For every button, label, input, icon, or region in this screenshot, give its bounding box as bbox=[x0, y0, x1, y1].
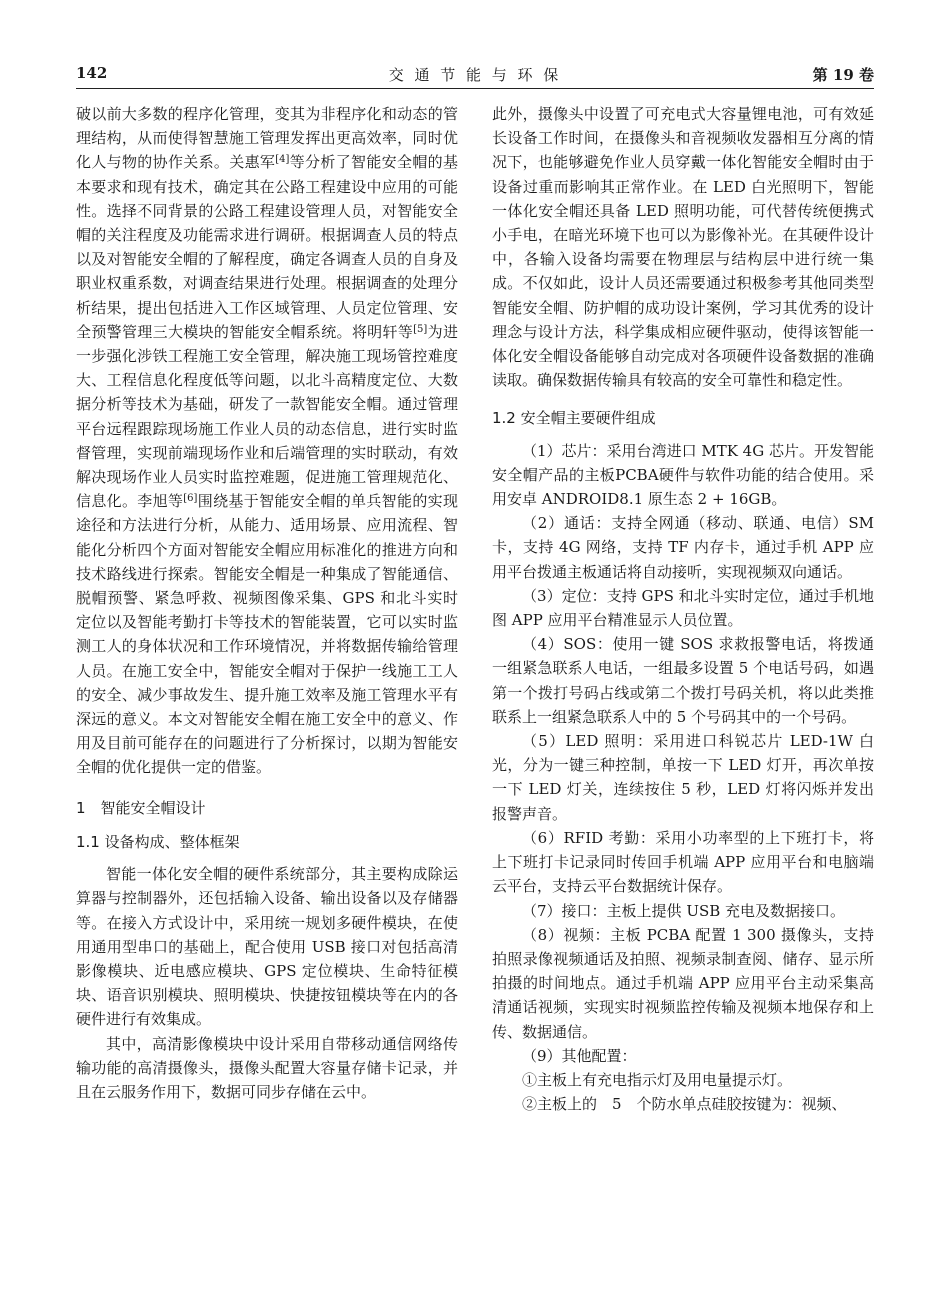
list-subitem-1: ①主板上有充电指示灯及用电量提示灯。 bbox=[522, 1070, 793, 1089]
intro-paragraph bbox=[76, 102, 458, 780]
list-item-led: （5）LED 照明：采用进口科锐芯片 LED-1W 白光，分为一键三种控制，单按一下 LED 灯开，再次单按一下 LED 灯关，连续按住 5 秒，LED 灯将闪烁并发出报警声音。 bbox=[492, 732, 874, 823]
intro-text-d: 围绕基于智能安全帽的单兵智能的实现途径和方法进行分析，从能力、适用场景、应用流程、智能化分析四个方面对智能安全帽应用标准化的推进方向和技术路线进行探索。智能安全帽是一种集成了智能通信、脱帽预警、紧急呼救、视频图像采集、GPS 和北斗实时定位以及智能考勤打卡等技术的智能装置，它可以实时监测工人的身体状况和工作环境情况，并将数据传输给管理人员。在施工安全中，智能安全帽对于保护一线施工工人的安全、减少事故发生、提升施工效率及施工管理水平有深远的意义。本文对智能安全帽在施工安全中的意义、作用及目前可能存在的问题进行了分析探讨，以期为智能安全帽的优化提供一定的借鉴。 bbox=[76, 492, 458, 777]
citation-5: [5] bbox=[413, 323, 428, 335]
list-item-interface: （7）接口：主板上提供 USB 充电及数据接口。 bbox=[522, 901, 846, 920]
list-item-sos: （4）SOS：使用一键 SOS 求救报警电话，将拨通一组紧急联系人电话，一组最多设置 5 个电话号码，如遇第一个拨打号码占线或第二个拨打号码关机，将以此类推联系上一组紧急联系人中的 5 个号码其中的一个号码。 bbox=[492, 635, 874, 726]
intro-text-c: 为进一步强化涉铁工程施工安全管理，解决施工现场管控难度大、工程信息化程度低等问题，以北斗高精度定位、大数据分析等技术为基础，研发了一款智能安全帽。通过管理平台远程跟踪现场施工作业人员的动态信息，进行实时监督管理，实现前端现场作业和后端管理的实时联动，有效解决现场作业人员实时监控难题，促进施工管理规范化、信息化。李旭等 bbox=[76, 322, 458, 511]
continuation-paragraph: 此外，摄像头中设置了可充电式大容量锂电池，可有效延长设备工作时间，在摄像头和音视频收发器相互分离的情况下，也能够避免作业人员穿戴一体化智能安全帽时由于设备过重而影响其正常作业。在 LED 白光照明下，智能一体化安全帽还具备 LED 照明功能，可代替传统便携式小手电，在暗光环境下也可以为影像补光。在其硬件设计中，各输入设备均需要在物理层与结构层中进行统一集成。不仅如此，设计人员还需要通过积极参考其他同类型智能安全帽、防护帽的成功设计案例，学习其优秀的设计理念与设计方法，科学集成相应硬件驱动，使得该智能一体化安全帽设备能够自动完成对各项硬件设备数据的准确读取。确保数据传输具有较高的安全可靠性和稳定性。 bbox=[492, 105, 874, 390]
intro-text-b: 等分析了智能安全帽的基本要求和现有技术，确定其在公路工程建设中应用的可能性。选择不同背景的公路工程建设管理人员，对智能安全帽的关注程度及功能需求进行调研。根据调查人员的特点以及对智能安全帽的了解程度，确定各调查人员的自身及职业权重系数，对调查结果进行处理。根据调查的处理分析结果，提出包括进入工作区域管理、人员定位管理、安全预警管理三大模块的智能安全帽系统。将明轩等 bbox=[76, 153, 458, 341]
list-item-other: （9）其他配置： bbox=[522, 1046, 637, 1065]
intro-text-a: 破以前大多数的程序化管理，变其为非程序化和动态的管理结构，从而使得智慧施工管理发挥出更高效率，同时优化人与物的协作关系。关惠军 bbox=[76, 105, 458, 172]
section-heading-1-2: 1.2 安全帽主要硬件组成 bbox=[492, 409, 656, 428]
list-item-positioning: （3）定位：支持 GPS 和北斗实时定位，通过手机地图 APP 应用平台精准显示人员位置。 bbox=[492, 586, 874, 630]
running-header bbox=[76, 64, 874, 86]
header-rule bbox=[76, 88, 874, 89]
camera-paragraph: 其中，高清影像模块中设计采用自带移动通信网络传输功能的高清摄像头，摄像头配置大容量存储卡记录，并且在云服务作用下，数据可同步存储在云中。 bbox=[76, 1034, 458, 1101]
list-subitem-2: ②主板上的 5 个防水单点硅胶按键为：视频、 bbox=[522, 1095, 847, 1114]
journal-title: 交 通 节 能 与 环 保 bbox=[388, 66, 562, 84]
right-column bbox=[492, 102, 874, 1116]
citation-4: [4] bbox=[275, 154, 290, 166]
volume-label: 第 19 卷 bbox=[812, 66, 874, 84]
citation-6: [6] bbox=[183, 493, 198, 505]
list-item-chip: （1）芯片：采用台湾进口 MTK 4G 芯片。开发智能安全帽产品的主板PCBA硬件与软件功能的结合使用。采用安卓 ANDROID8.1 原生态 2 + 16GB。 bbox=[492, 441, 874, 509]
section-heading-1: 1 智能安全帽设计 bbox=[76, 798, 206, 817]
page-number: 142 bbox=[76, 64, 108, 82]
list-item-video: （8）视频：主板 PCBA 配置 1 300 摄像头，支持拍照录像视频通话及拍照、视频录制查阅、储存、显示所拍摄的时间地点。通过手机端 APP 应用平台主动采集高清通话视频，实现实时视频监控传输及视频本地保存和上传、数据通信。 bbox=[492, 925, 874, 1041]
list-item-rfid: （6）RFID 考勤：采用小功率型的上下班打卡，将上下班打卡记录同时传回手机端 APP 应用平台和电脑端云平台，支持云平台数据统计保存。 bbox=[492, 828, 874, 896]
left-column bbox=[76, 102, 458, 1104]
list-item-call: （2）通话：支持全网通（移动、联通、电信）SM 卡，支持 4G 网络，支持 TF 内存卡，通过手机 APP 应用平台拨通主板通话将自动接听，实现视频双向通话。 bbox=[492, 514, 874, 581]
section-heading-1-1: 1.1 设备构成、整体框架 bbox=[76, 832, 240, 851]
hardware-system-paragraph: 智能一体化安全帽的硬件系统部分，其主要构成除运算器与控制器外，还包括输入设备、输出设备以及存储器等。在接入方式设计中，采用统一规划多硬件模块，在使用通用型串口的基础上，配合使用 USB 接口对包括高清影像模块、近电感应模块、GPS 定位模块、生命特征模块、语音识别模块、照明模块、快捷按钮模块等在内的各硬件进行有效集成。 bbox=[76, 865, 458, 1029]
